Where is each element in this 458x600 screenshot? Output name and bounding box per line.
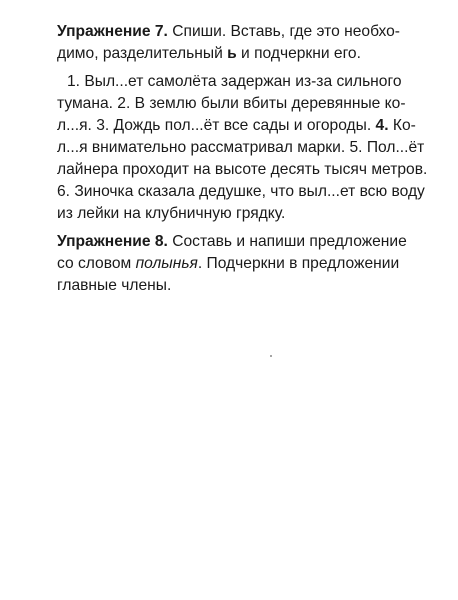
exercise-8-text-1: Составь и напиши предложение (172, 233, 407, 250)
exercise-7-body-line (57, 116, 416, 136)
exercise-8-line-2 (57, 254, 399, 274)
exercise-7-task-text-1: Спиши. Вставь, где это необхо- (172, 23, 400, 40)
exercise-7-body-line: 1. Выл...ет самолёта задержан из-за сильного (67, 73, 402, 90)
exercise-7-body-line: тумана. 2. В землю были вбиты деревянные ко- (57, 95, 406, 112)
exercise-7-body-line: из лейки на клубничную грядку. (57, 205, 286, 222)
exercise-7-body-line: 6. Зиночка сказала дедушке, что выл...ет всю воду (57, 183, 425, 200)
exercise-8-target-word: полынья (135, 255, 198, 272)
exercise-7-task-line-1 (57, 22, 400, 42)
exercise-7-task-line-2 (57, 44, 361, 64)
exercise-7-soft-sign: ь (227, 45, 237, 62)
exercise-7-body-line: лайнера проходит на высоте десять тысяч метров. (57, 161, 428, 178)
exercise-7-task-text-2a: димо, разделительный (57, 45, 228, 62)
exercise-7-body-text: л...я. 3. Дождь пол...ёт все сады и огороды. (57, 117, 372, 134)
exercise-8-text-2b: . Подчеркни в предложении (197, 255, 400, 272)
exercise-7-body-text: Ко- (388, 117, 416, 134)
scan-speck (270, 355, 272, 357)
exercise-8-line-1 (57, 232, 407, 252)
exercise-7-heading: Упражнение 7. (57, 23, 168, 40)
exercise-8-heading: Упражнение 8. (57, 233, 168, 250)
exercise-7-task-text-2b: и подчеркни его. (236, 45, 361, 62)
exercise-7-item-number: 4. (375, 117, 389, 134)
exercise-7-body-line: л...я внимательно рассматривал марки. 5. Пол...ёт (57, 139, 425, 156)
exercise-8-line-3: главные члены. (57, 277, 172, 294)
exercise-8-text-2a: со словом (57, 255, 136, 272)
